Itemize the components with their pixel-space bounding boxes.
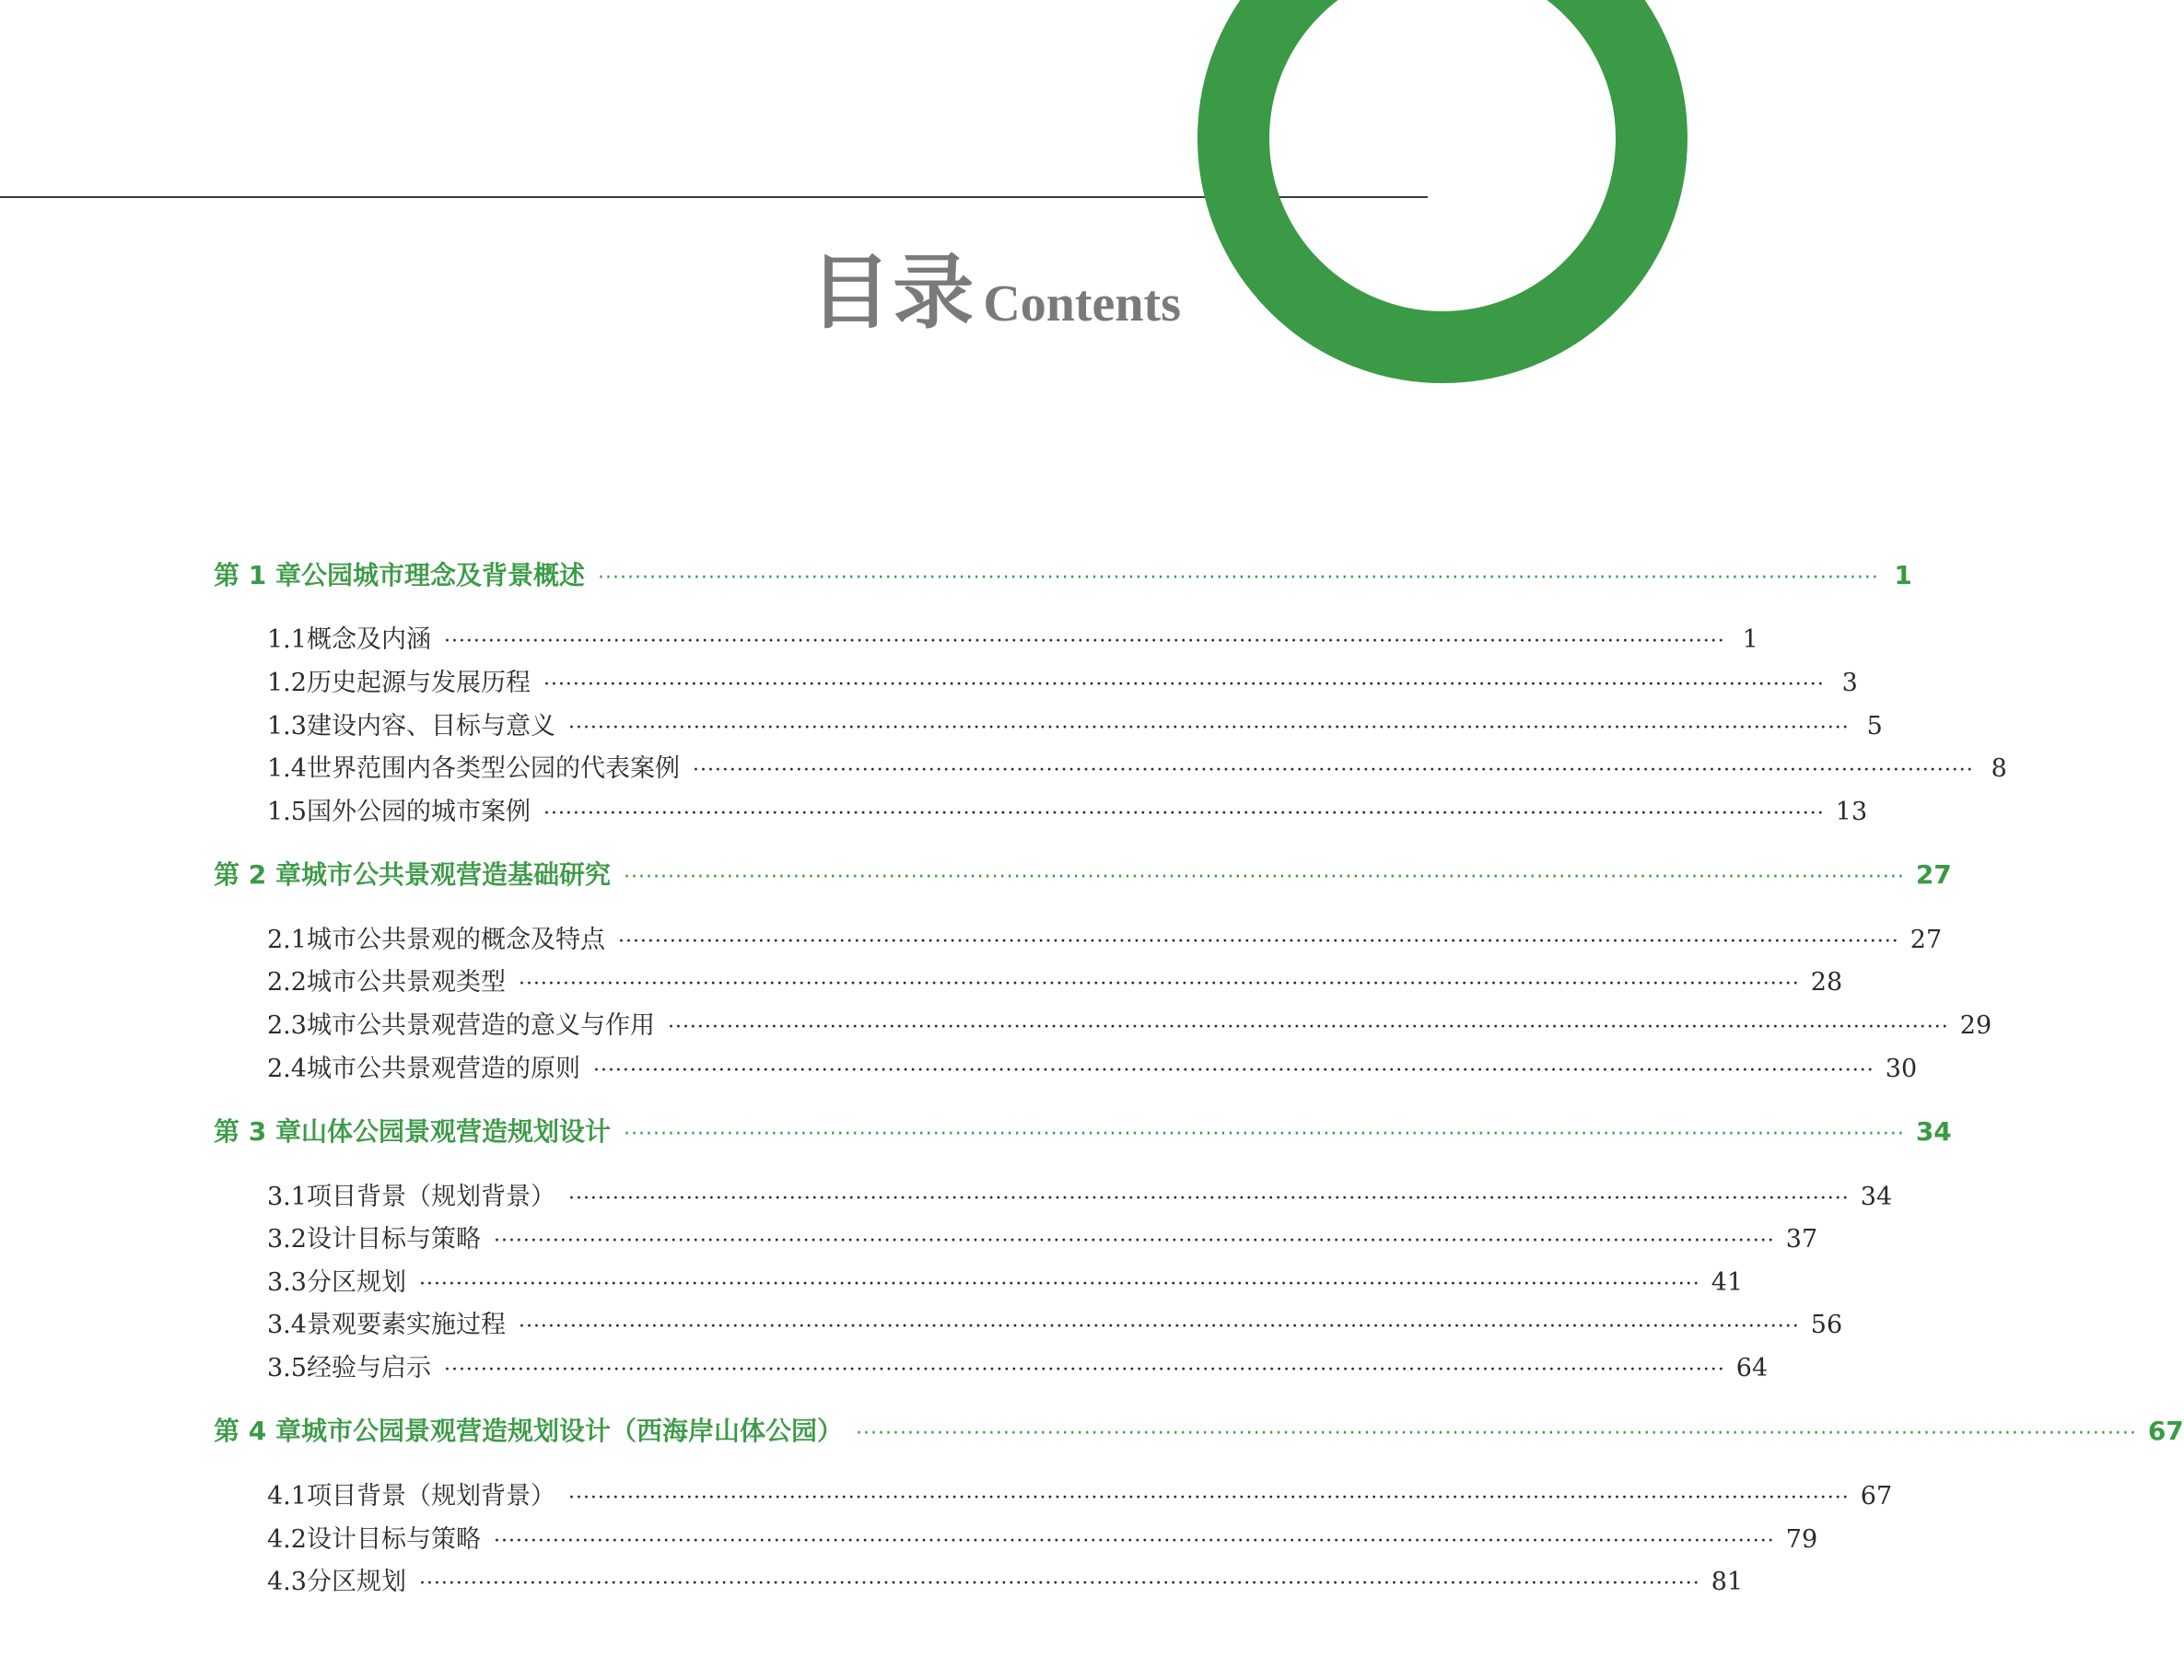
page-number: 27	[1915, 859, 1952, 890]
page-number: 1	[1894, 560, 1912, 590]
title-chinese: 目录	[810, 245, 976, 340]
section-title: 城市公共景观营造的原则	[306, 1055, 580, 1083]
toc-section-2-2[interactable]	[267, 962, 1843, 998]
chapter-number: 第 1 章	[214, 560, 301, 590]
page-number: 3	[1841, 669, 1858, 697]
toc-chapter-3[interactable]	[214, 1112, 1952, 1149]
toc-section-3-2[interactable]	[267, 1219, 1818, 1254]
section-number: 2.3	[267, 1011, 307, 1040]
page-number: 34	[1860, 1183, 1893, 1211]
toc-chapter-1[interactable]	[214, 555, 1912, 592]
section-number: 2.1	[267, 926, 307, 954]
page-number: 13	[1835, 798, 1868, 826]
page-number: 41	[1711, 1268, 1744, 1297]
toc-section-3-5[interactable]	[267, 1348, 1769, 1383]
dot-leader: ··············································································································································································	[856, 1422, 2137, 1445]
section-title: 城市公共景观类型	[306, 968, 506, 997]
dot-leader: ··············································································································································································	[518, 1315, 1800, 1338]
section-number: 4.2	[267, 1525, 307, 1554]
section-number: 1.4	[267, 754, 307, 783]
dot-leader: ··············································································································································································	[667, 1016, 1949, 1039]
page-number: 29	[1959, 1011, 1992, 1040]
dot-leader: ··············································································································································································	[624, 866, 1905, 889]
section-title: 设计目标与策略	[306, 1525, 481, 1554]
toc-section-4-2[interactable]	[267, 1519, 1818, 1555]
section-title: 世界范围内各类型公园的代表案例	[306, 754, 680, 783]
toc-section-2-4[interactable]	[267, 1048, 1918, 1084]
section-number: 3.4	[267, 1311, 307, 1339]
dot-leader: ··············································································································································································	[598, 566, 1879, 589]
page-number: 1	[1742, 625, 1758, 654]
toc-section-2-1[interactable]	[267, 919, 1943, 955]
section-number: 1.5	[267, 798, 307, 826]
page-number: 5	[1866, 712, 1883, 741]
dot-leader: ··············································································································································································	[543, 673, 1825, 696]
page-number: 8	[1991, 754, 2007, 783]
dot-leader: ··············································································································································································	[592, 1059, 1875, 1082]
chapter-number: 第 4 章	[214, 1416, 301, 1446]
section-number: 3.5	[267, 1354, 307, 1382]
dot-leader: ··············································································································································································	[493, 1230, 1775, 1253]
section-title: 历史起源与发展历程	[306, 669, 531, 697]
section-title: 概念及内涵	[306, 625, 431, 654]
page-number: 81	[1711, 1568, 1744, 1596]
green-ring-decoration	[1197, 0, 1688, 383]
section-number: 3.1	[267, 1183, 307, 1211]
section-number: 2.4	[267, 1055, 307, 1083]
page-number: 79	[1785, 1525, 1818, 1554]
toc-section-3-3[interactable]	[267, 1262, 1744, 1298]
toc-section-1-3[interactable]	[267, 706, 1883, 741]
toc-section-4-3[interactable]	[267, 1561, 1744, 1597]
toc-section-1-5[interactable]	[267, 791, 1868, 827]
section-number: 3.3	[267, 1268, 307, 1297]
section-title: 建设内容、目标与意义	[306, 712, 555, 741]
dot-leader: ··············································································································································································	[567, 1487, 1850, 1510]
dot-leader: ··············································································································································································	[624, 1123, 1905, 1146]
toc-section-2-3[interactable]	[267, 1005, 1992, 1041]
page-number: 30	[1885, 1055, 1918, 1083]
dot-leader: ··············································································································································································	[567, 1187, 1850, 1210]
page-number: 34	[1915, 1116, 1952, 1147]
section-title: 城市公共景观的概念及特点	[306, 926, 605, 954]
toc-section-3-4[interactable]	[267, 1304, 1843, 1340]
chapter-title: 城市公共景观营造基础研究	[300, 859, 611, 890]
dot-leader: ··············································································································································································	[518, 973, 1800, 996]
section-number: 4.3	[267, 1568, 307, 1596]
chapter-title: 山体公园景观营造规划设计	[300, 1116, 611, 1147]
section-title: 景观要素实施过程	[306, 1311, 506, 1339]
toc-section-1-1[interactable]	[267, 619, 1758, 655]
toc-section-1-2[interactable]	[267, 662, 1858, 698]
page-number: 27	[1910, 926, 1943, 954]
toc-chapter-2[interactable]	[214, 855, 1952, 892]
section-title: 项目背景（规划背景）	[306, 1183, 555, 1211]
section-title: 设计目标与策略	[306, 1225, 481, 1254]
dot-leader: ··············································································································································································	[543, 802, 1825, 825]
section-number: 1.1	[267, 625, 307, 654]
dot-leader: ··············································································································································································	[617, 930, 1899, 953]
section-title: 城市公共景观营造的意义与作用	[306, 1011, 655, 1040]
section-title: 经验与启示	[306, 1354, 431, 1382]
toc-section-3-1[interactable]	[267, 1176, 1893, 1212]
dot-leader: ··············································································································································································	[493, 1530, 1775, 1553]
section-title: 国外公园的城市案例	[306, 798, 531, 826]
section-title: 分区规划	[306, 1568, 406, 1596]
section-title: 分区规划	[306, 1268, 406, 1297]
section-title: 项目背景（规划背景）	[306, 1482, 555, 1511]
toc-section-1-4[interactable]	[267, 748, 2007, 784]
page-number: 28	[1810, 968, 1843, 997]
dot-leader: ··············································································································································································	[567, 717, 1850, 740]
section-number: 1.3	[267, 712, 307, 741]
dot-leader: ··············································································································································································	[418, 1273, 1700, 1296]
section-number: 4.1	[267, 1482, 307, 1511]
toc-chapter-4[interactable]	[214, 1411, 2184, 1448]
page-title	[810, 228, 1181, 344]
chapter-number: 第 2 章	[214, 859, 301, 890]
page-number: 67	[1860, 1482, 1893, 1511]
page-number: 37	[1785, 1225, 1818, 1254]
page-number: 56	[1810, 1311, 1843, 1339]
chapter-title: 城市公园景观营造规划设计（西海岸山体公园）	[300, 1416, 843, 1446]
dot-leader: ··············································································································································································	[443, 630, 1725, 653]
page-number: 67	[2147, 1416, 2184, 1446]
title-english: Contents	[983, 275, 1181, 332]
section-number: 2.2	[267, 968, 307, 997]
dot-leader: ··············································································································································································	[443, 1359, 1725, 1382]
section-number: 1.2	[267, 669, 307, 697]
dot-leader: ··············································································································································································	[418, 1572, 1700, 1595]
chapter-title: 公园城市理念及背景概述	[300, 560, 585, 590]
page-number: 64	[1735, 1354, 1769, 1382]
section-number: 3.2	[267, 1225, 307, 1254]
chapter-number: 第 3 章	[214, 1116, 301, 1147]
toc-section-4-1[interactable]	[267, 1476, 1893, 1511]
dot-leader: ··············································································································································································	[692, 759, 1974, 782]
